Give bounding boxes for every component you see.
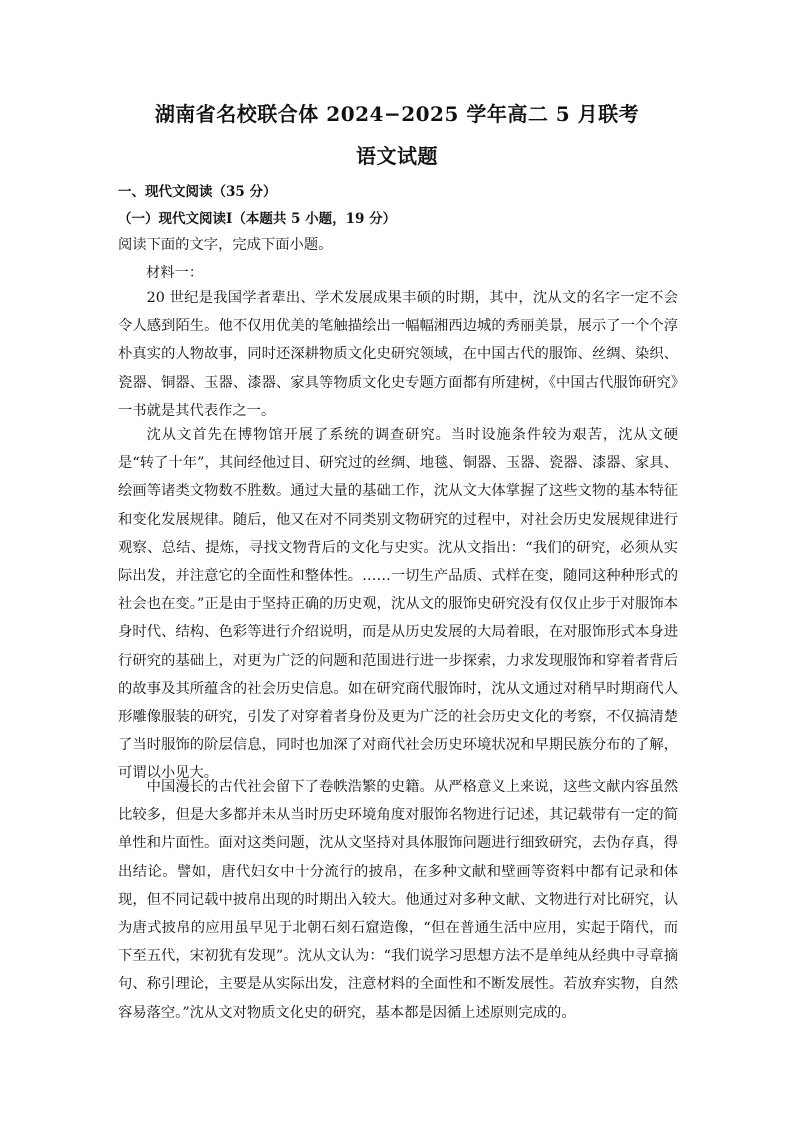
section-heading-part1: 一、现代文阅读（35 分） xyxy=(118,184,277,200)
paragraph-2: 沈从文首先在博物馆开展了系统的调查研究。当时设施条件较为艰苦，沈从文硬是“转了十年”，其间经他过目、研究过的丝绸、地毯、铜器、玉器、瓷器、漆器、家具、绘画等诸类文物数不胜数。通过大量的基础工作，沈从文大体掌握了这些文物的基本特征和变化发展规律。随后，他又在对不同类别文物研究的过程中，对社会历史发展规律进行观察、总结、提炼，寻找文物背后的文化与史实。沈从文指出：“我们的研究，必须从实际出发，并注意它的全面性和整体性。……一切生产品质、式样在变，随同这种种形式的社会也在变。”正是由于坚持正确的历史观，沈从文的服饰史研究没有仅仅止步于对服饰本身时代、结构、色彩等进行介绍说明，而是从历史发展的大局着眼，在对服饰形式本身进行研究的基础上，对更为广泛的问题和范围进行进一步探索，力求发现服饰和穿着者背后的故事及其所蕴含的社会历史信息。如在研究商代服饰时，沈从文通过对稍早时期商代人形雕像服装的研究，引发了对穿着者身份及更为广泛的社会历史文化的考察，不仅搞清楚了当时服饰的阶层信息，同时也加深了对商代社会历史环境状况和早期民族分布的了解，可谓以小见大。 xyxy=(118,427,678,782)
paragraph-1: 20 世纪是我国学者辈出、学术发展成果丰硕的时期，其中，沈从文的名字一定不会令人感到陌生。他不仅用优美的笔触描绘出一幅幅湘西边城的秀丽美景，展示了一个个淳朴真实的人物故事，同时还深耕物质文化史研究领域，在中国古代的服饰、丝绸、染织、瓷器、铜器、玉器、漆器、家具等物质文化史专题方面都有所建树，《中国古代服饰研究》一书就是其代表作之一。 xyxy=(118,290,678,419)
exam-subject: 语文试题 xyxy=(356,144,438,168)
instruction-text: 阅读下面的文字，完成下面小题。 xyxy=(118,237,333,253)
paragraph-3: 中国漫长的古代社会留下了卷帙浩繁的史籍。从严格意义上来说，这些文献内容虽然比较多，但是大多都并未从当时历史环境角度对服饰名物进行记述，其记载带有一定的简单性和片面性。面对这类问题，沈从文坚持对具体服饰问题进行细致研究，去伪存真，得出结论。譬如，唐代妇女中十分流行的披帛，在多种文献和壁画等资料中都有记录和体现，但不同记载中披帛出现的时期出入较大。他通过对多种文献、文物进行对比研究，认为唐式披帛的应用虽早见于北朝石刻石窟造像，“但在普通生活中应用，实起于隋代，而下至五代，宋初犹有发现”。沈从文认为：“我们说学习思想方法不是单纯从经典中寻章摘句、称引理论，主要是从实际出发，注意材料的全面性和不断发展性。若放弃实物，自然容易落空。”沈从文对物质文化史的研究，基本都是因循上述原则完成的。 xyxy=(118,779,678,1021)
exam-title: 湖南省名校联合体 2024−2025 学年高二 5 月联考 xyxy=(154,102,640,126)
material-label: 材料一： xyxy=(146,265,204,281)
section-heading-part1-1: （一）现代文阅读Ⅰ（本题共 5 小题，19 分） xyxy=(118,211,397,227)
